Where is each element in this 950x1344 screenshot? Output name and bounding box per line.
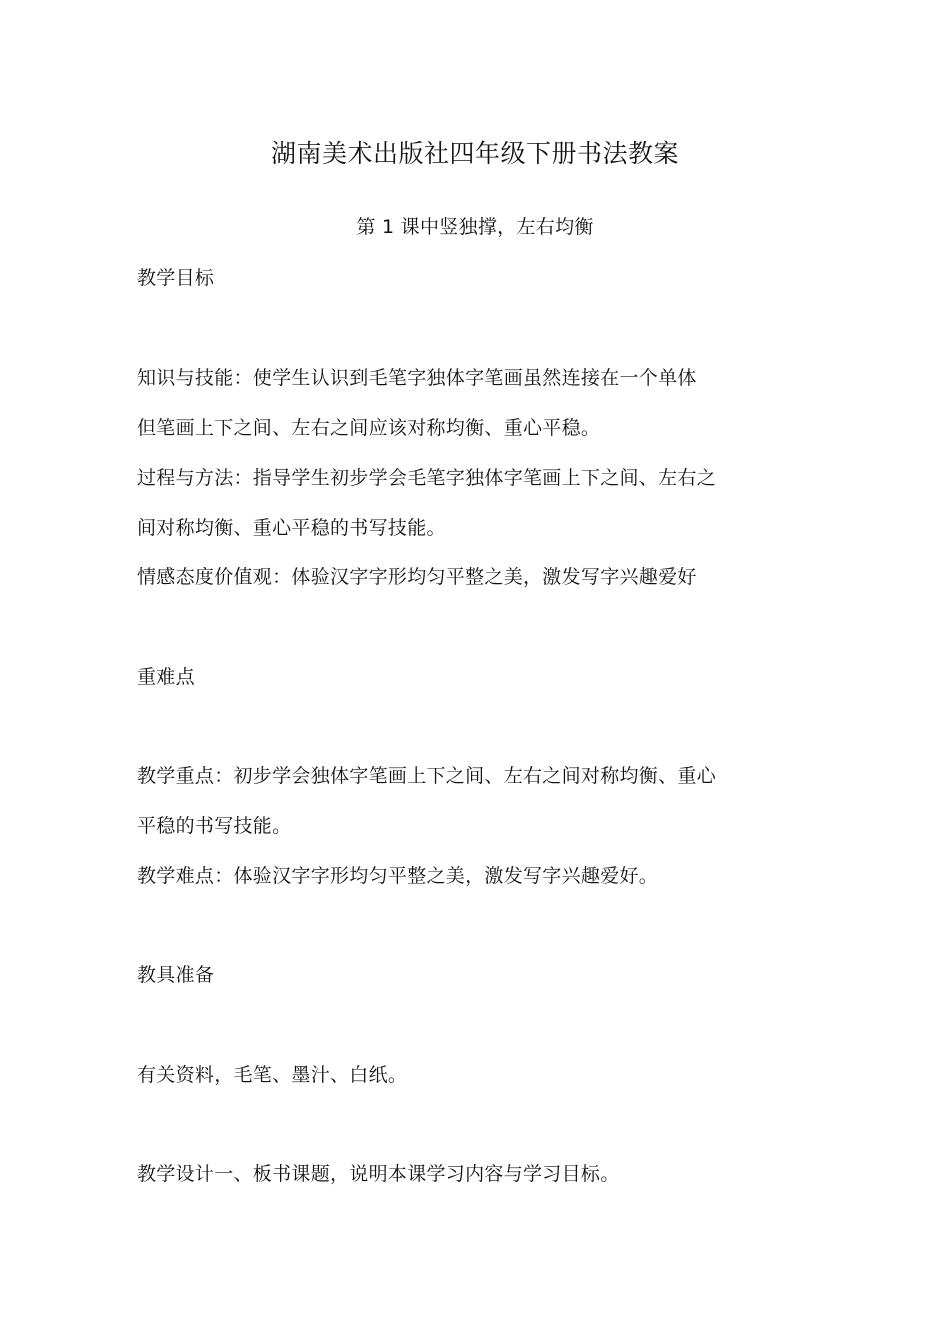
key-point-line2: 平稳的书写技能。 (137, 815, 292, 837)
design-step-1: 教学设计一、板书课题，说明本课学习内容与学习目标。 (137, 1163, 620, 1185)
objective-process-line1: 过程与方法：指导学生初步学会毛笔字独体字笔画上下之间、左右之 (137, 467, 717, 489)
objective-process-line2: 间对称均衡、重心平稳的书写技能。 (137, 517, 446, 539)
key-point-line1: 教学重点：初步学会独体字笔画上下之间、左右之间对称均衡、重心 (137, 765, 717, 787)
document-title: 湖南美术出版社四年级下册书法教案 (270, 139, 679, 168)
section-heading-key-points: 重难点 (137, 666, 195, 688)
section-heading-materials: 教具准备 (137, 964, 215, 986)
materials-list: 有关资料，毛笔、墨汁、白纸。 (137, 1064, 408, 1086)
section-heading-objectives: 教学目标 (137, 267, 215, 289)
lesson-title: 第 1 课中竖独撑，左右均衡 (356, 216, 594, 238)
objective-knowledge-line1: 知识与技能：使学生认识到毛笔字独体字笔画虽然连接在一个单体 (137, 367, 697, 389)
difficulty-point: 教学难点：体验汉字字形均匀平整之美，激发写字兴趣爱好。 (137, 865, 659, 887)
objective-knowledge-line2: 但笔画上下之间、左右之间应该对称均衡、重心平稳。 (137, 417, 601, 439)
objective-emotion: 情感态度价值观：体验汉字字形均匀平整之美，激发写字兴趣爱好 (137, 566, 697, 588)
